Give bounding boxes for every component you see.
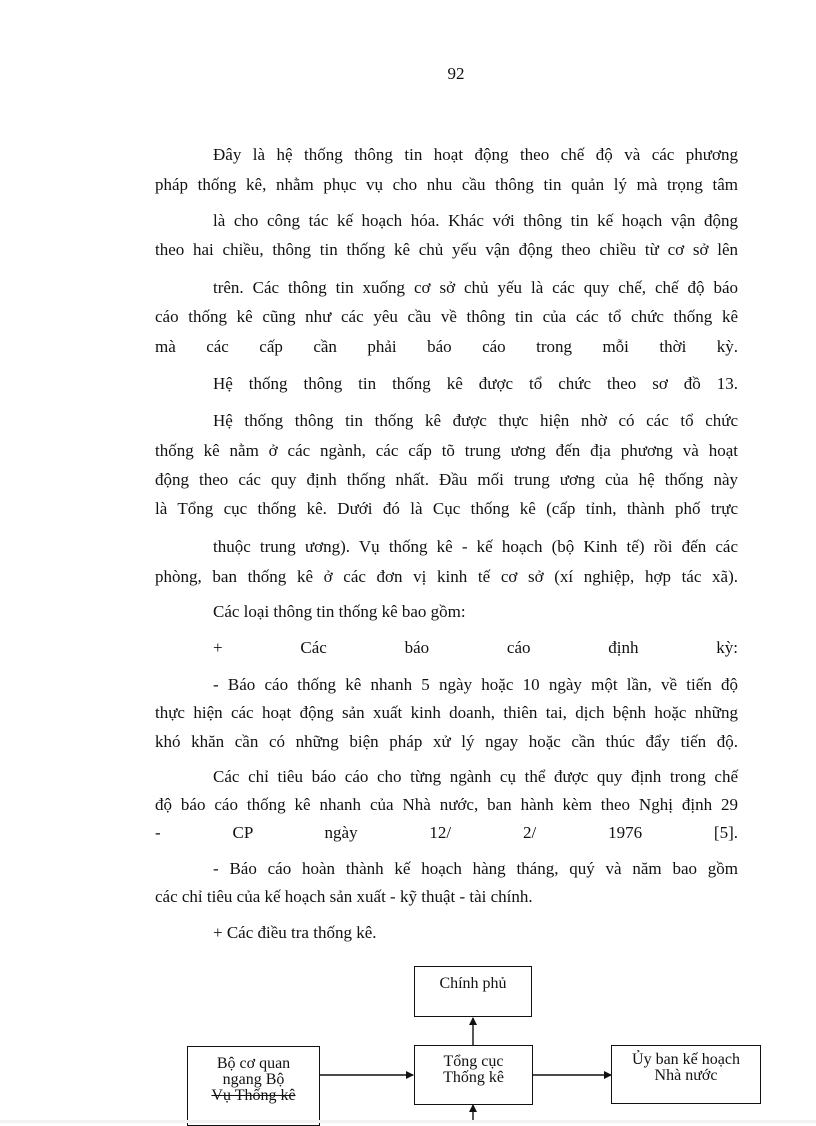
gso-label-line-2: Thống kê (443, 1069, 504, 1086)
text-line: Các loại thông tin thống kê bao gồm: (213, 602, 466, 621)
text-line: Hệ thống thông tin thống kê được tổ chức theo sơ đồ 13. (213, 374, 738, 393)
ministry-label-line-1: Bộ cơ quan (216, 1055, 291, 1072)
planning-label-line-1: Ủy ban kế hoạch (632, 1051, 740, 1068)
planning-label-line-2: Nhà nước (654, 1067, 718, 1084)
text-line: thuộc trung ương). Vụ thống kê - kế hoạch (bộ Kinh tế) rồi đến các (213, 537, 738, 556)
gso-label-line-1: Tổng cục (443, 1053, 504, 1070)
text-line: Đây là hệ thống thông tin hoạt động theo chế độ và các phương (213, 145, 738, 164)
text-line: phòng, ban thống kê ở các đơn vị kinh tế cơ sở (xí nghiệp, hợp tác xã). (155, 567, 738, 586)
text-line: cáo thống kê cũng như các yêu cầu về thông tin của các tổ chức thống kê (155, 307, 738, 326)
government-box (414, 966, 532, 1017)
text-line: trên. Các thông tin xuống cơ sở chủ yếu là các quy chế, chế độ báo (213, 278, 738, 297)
government-label: Chính phủ (439, 975, 507, 992)
ministry-label-line-3: Vụ Thống kê (211, 1087, 296, 1104)
text-line: Các chỉ tiêu báo cáo cho từng ngành cụ thể được quy định trong chế (213, 767, 738, 786)
text-line: độ báo cáo thống kê nhanh của Nhà nước, ban hành kèm theo Nghị định 29 (155, 795, 738, 814)
text-line: - Báo cáo thống kê nhanh 5 ngày hoặc 10 ngày một lần, về tiến độ (213, 675, 738, 694)
text-line: các chỉ tiêu của kế hoạch sản xuất - kỹ thuật - tài chính. (155, 887, 533, 906)
text-line: + Các báo cáo định kỳ: (213, 638, 738, 657)
ministry-box (187, 1046, 320, 1126)
text-line: theo hai chiều, thông tin thống kê chủ yếu vận động theo chiều từ cơ sở lên (155, 240, 738, 259)
text-line: thống kê nằm ở các ngành, các cấp tõ trung ương đến địa phương và hoạt (155, 441, 738, 460)
text-line: khó khăn cần có những biện pháp xử lý ngay hoặc cần thúc đẩy tiến độ. (155, 732, 738, 751)
text-line: thực hiện các hoạt động sản xuất kinh doanh, thiên tai, dịch bệnh hoặc những (155, 703, 738, 722)
planning-committee-box (611, 1045, 761, 1104)
text-line: là Tổng cục thống kê. Dưới đó là Cục thống kê (cấp tỉnh, thành phố trực (155, 499, 738, 518)
text-line: - CP ngày 12/ 2/ 1976 [5]. (155, 823, 738, 842)
ministry-label-line-2: ngang Bộ (222, 1071, 285, 1088)
text-line: + Các điều tra thống kê. (213, 923, 377, 942)
text-line: pháp thống kê, nhằm phục vụ cho nhu cầu thông tin quản lý mà trọng tâm (155, 175, 738, 194)
gso-box (414, 1045, 533, 1105)
text-line: - Báo cáo hoàn thành kế hoạch hàng tháng, quý và năm bao gồm (213, 859, 738, 878)
text-line: mà các cấp cần phải báo cáo trong mỗi thời kỳ. (155, 337, 738, 356)
page-number: 92 (447, 64, 465, 83)
text-line: Hệ thống thông tin thống kê được thực hiện nhờ có các tổ chức (213, 411, 738, 430)
text-line: là cho công tác kế hoạch hóa. Khác với thông tin kế hoạch vận động (213, 211, 738, 230)
text-line: động theo các quy định thống nhất. Đầu mối trung ương của hệ thống này (155, 470, 738, 489)
